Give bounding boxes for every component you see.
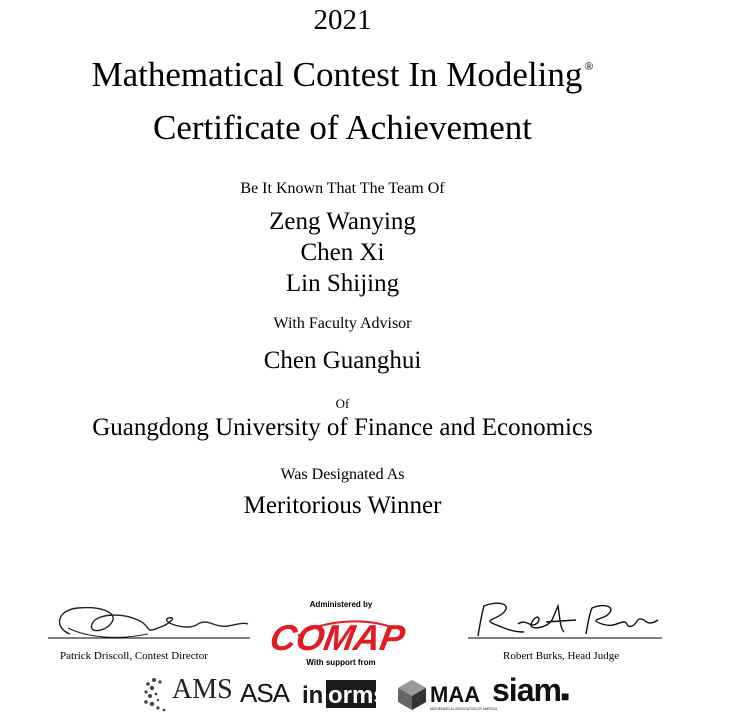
sponsor-logos [140, 672, 580, 716]
designation-label: Was Designated As [280, 466, 405, 483]
team-member: Chen Xi [300, 239, 385, 266]
support-label: With support from [306, 658, 376, 667]
team-member: Lin Shijing [285, 270, 400, 297]
siam-text: siam [492, 672, 561, 708]
director-signature [48, 598, 250, 646]
institution-name: Guangdong University of Finance and Economics [92, 414, 593, 441]
ams-text: AMS [172, 674, 233, 705]
siam-logo [492, 672, 568, 709]
intro-text: Be It Known That The Team Of [240, 180, 445, 197]
director-caption: Patrick Driscoll, Contest Director [60, 650, 208, 662]
certificate-year: 2021 [313, 4, 372, 36]
contest-name [0, 55, 685, 95]
registered-mark: ® [584, 59, 594, 73]
team-member: Zeng Wanying [269, 208, 416, 235]
award-title: Meritorious Winner [243, 492, 442, 519]
asa-logo: ASA [240, 678, 290, 708]
svg-text:orms: orms [328, 682, 387, 709]
maa-text: MAA [430, 682, 481, 707]
judge-caption: Robert Burks, Head Judge [503, 650, 620, 662]
advisor-name: Chen Guanghui [263, 347, 422, 374]
informs-logo [298, 678, 388, 710]
comap-text: COMAP [266, 617, 409, 658]
administered-by-label: Administered by [309, 600, 373, 609]
judge-signature [468, 598, 662, 646]
informs-text: informs [298, 678, 302, 679]
siam-dot: ■ [560, 688, 569, 704]
svg-text:in: in [302, 682, 324, 709]
comap-logo [266, 612, 409, 658]
maa-subtitle: MATHEMATICAL ASSOCIATION OF AMERICA [430, 707, 498, 711]
certificate-title: Certificate of Achievement [152, 108, 532, 147]
maa-logo [396, 676, 498, 712]
advisor-label: With Faculty Advisor [273, 315, 412, 332]
contest-name-text: Mathematical Contest In Modeling [91, 55, 583, 94]
of-label: Of [335, 396, 350, 411]
